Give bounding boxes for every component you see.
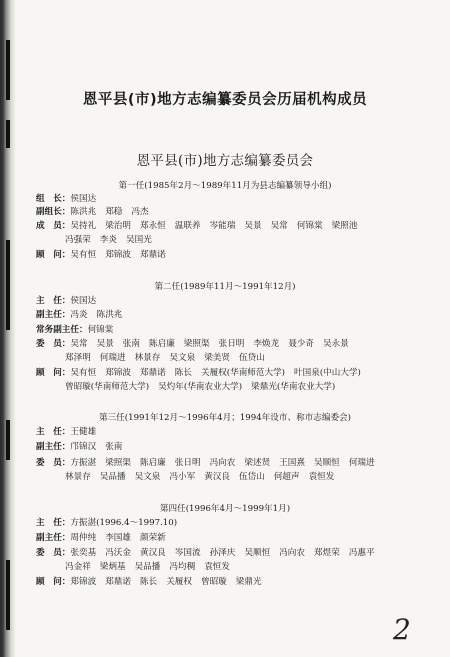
- member-names: [70, 547, 383, 559]
- member-row: [36, 234, 436, 246]
- member-name: 伍贷山: [238, 353, 265, 363]
- role-label: 组 长：: [36, 194, 71, 204]
- member-names: [65, 471, 343, 483]
- member-row: [36, 309, 436, 321]
- member-names: [70, 309, 131, 321]
- member-name: 郑锦波: [105, 368, 131, 378]
- member-names: [70, 220, 366, 232]
- member-name: 郑稳: [105, 207, 123, 217]
- member-name: 冯沃金: [105, 548, 131, 558]
- member-name: 梁美贤: [204, 353, 230, 363]
- member-name: 张日明: [174, 458, 201, 468]
- member-names: [65, 381, 344, 393]
- member-names: [70, 517, 186, 529]
- member-row: [36, 367, 436, 379]
- member-name: 曾昭璇: [200, 577, 227, 587]
- term-heading: 第二任(1989年11月～1991年12月): [154, 282, 296, 292]
- member-names: [65, 561, 239, 573]
- member-name: 岑能瑞: [209, 221, 236, 231]
- member-name: 梁炳基: [99, 562, 126, 572]
- role-label: 顾 问：: [36, 368, 71, 378]
- member-name: 郑锦波: [105, 250, 131, 260]
- role-label: 主 任：: [36, 296, 71, 306]
- role-label: 委 员：: [36, 458, 71, 468]
- term-heading: 第一任(1985年2月～1989年11月为县志编纂领导小组): [118, 181, 332, 191]
- member-name: 伍岱山: [238, 472, 265, 482]
- member-name: 袁恒发: [308, 472, 335, 482]
- member-name: 梁照池: [331, 221, 358, 231]
- member-name: 侯国达: [70, 296, 97, 306]
- member-row: [36, 441, 436, 453]
- member-name: 曾昭璇(华南师范大学): [65, 382, 150, 392]
- role-label: 成 员：: [36, 221, 71, 231]
- member-name: 陈洪兆: [70, 207, 97, 217]
- member-names: [65, 234, 161, 246]
- member-name: 吴文泉: [169, 353, 196, 363]
- member-name: 张奕基: [70, 548, 97, 558]
- member-name: 吴有恒: [70, 250, 97, 260]
- member-row: [36, 561, 436, 573]
- scan-mark: [6, 420, 10, 460]
- member-row: [36, 576, 436, 588]
- member-name: 冯小军: [169, 472, 196, 482]
- member-row: [36, 547, 436, 559]
- member-name: 林景存: [134, 353, 161, 363]
- term-heading: 第四任(1996年4月～1999年1月): [159, 504, 291, 514]
- member-name: 李焕龙: [253, 339, 280, 349]
- member-row: [36, 295, 436, 307]
- member-name: 陈启廉: [149, 339, 175, 349]
- member-name: 吴常: [70, 339, 88, 349]
- member-name: 吴永景: [322, 339, 349, 349]
- member-name: 何瑞进: [348, 458, 375, 468]
- member-row: [36, 426, 436, 438]
- member-name: 吴景: [244, 221, 262, 231]
- role-label: 副主任：: [36, 442, 71, 452]
- member-name: 吴景: [96, 339, 114, 349]
- scan-mark: [6, 120, 10, 148]
- scan-mark: [6, 560, 10, 630]
- committee-subtitle: 恩平县(市)地方志编纂委员会: [136, 153, 314, 169]
- member-name: 方振湛(1996.4～1997.10): [70, 518, 178, 528]
- member-name: 何锦棠: [296, 221, 323, 231]
- role-label: 主 任：: [36, 427, 71, 437]
- member-name: 冯金祥: [65, 562, 91, 572]
- member-name: 邝锦汉: [70, 442, 97, 452]
- member-name: 梁鼎光(华南农业大学): [251, 382, 336, 392]
- member-name: 黄汉良: [204, 472, 230, 482]
- member-names: [88, 324, 123, 336]
- member-name: 郑鼎诺: [139, 368, 166, 378]
- member-name: 吴有恒: [70, 368, 97, 378]
- member-row: [36, 457, 436, 469]
- member-name: 郑煜荣: [313, 548, 340, 558]
- member-name: 岑国流: [174, 548, 201, 558]
- member-name: 颜荣新: [139, 533, 166, 543]
- member-name: 吴国光: [126, 235, 152, 245]
- member-name: 陈洪兆: [96, 310, 123, 320]
- member-name: 吴品播: [99, 472, 126, 482]
- member-name: 袁恒发: [204, 562, 230, 572]
- member-name: 吴顺恒: [244, 548, 271, 558]
- member-names: [70, 249, 174, 261]
- member-name: 陈启廉: [139, 458, 166, 468]
- role-label: 副主任：: [36, 310, 71, 320]
- member-names: [70, 295, 105, 307]
- member-row: [36, 249, 436, 261]
- member-name: 周仲纯: [70, 533, 97, 543]
- member-name: 叶国泉(中山大学): [294, 368, 361, 378]
- member-row: [36, 206, 436, 218]
- member-row: [36, 381, 436, 393]
- member-names: [70, 441, 131, 453]
- member-name: 冯向农: [209, 458, 236, 468]
- role-label: [36, 352, 65, 364]
- member-name: 张南: [105, 442, 123, 452]
- member-name: 冯惠平: [348, 548, 375, 558]
- member-name: 冯炎: [70, 310, 88, 320]
- member-name: 吴持礼: [70, 221, 97, 231]
- role-label: 顾 问：: [36, 250, 71, 260]
- member-name: 王健雄: [70, 427, 97, 437]
- member-name: 李国雄: [105, 533, 131, 543]
- member-name: 关履权(华南师范大学): [200, 368, 286, 378]
- member-name: 梁治明: [105, 221, 131, 231]
- member-name: 吴常: [270, 221, 288, 231]
- member-name: 聂少奇: [288, 339, 314, 349]
- member-name: 张日明: [218, 339, 245, 349]
- member-name: 张南: [122, 339, 140, 349]
- member-name: 郑鼎诺: [105, 577, 131, 587]
- role-label: 主 任：: [36, 518, 71, 528]
- member-name: 何瑞进: [99, 353, 126, 363]
- member-name: 关履权: [166, 577, 192, 587]
- member-names: [70, 532, 174, 544]
- role-label: 委 员：: [36, 339, 71, 349]
- role-label: 副组长：: [36, 207, 71, 217]
- member-name: 冯杰: [131, 207, 149, 217]
- member-name: 何超声: [273, 472, 300, 482]
- member-names: [70, 576, 270, 588]
- member-row: [36, 324, 436, 336]
- member-row: [36, 352, 436, 364]
- member-names: [70, 457, 383, 469]
- member-row: [36, 517, 436, 529]
- member-name: 孙泽庆: [209, 548, 236, 558]
- member-name: 梁照渠: [105, 458, 131, 468]
- member-name: 黄汉良: [139, 548, 166, 558]
- member-name: 陈长: [174, 368, 192, 378]
- role-label: [36, 471, 65, 483]
- role-label: 委 员：: [36, 548, 71, 558]
- member-names: [70, 206, 157, 218]
- member-names: [65, 352, 274, 364]
- member-name: 冯强荣: [65, 235, 91, 245]
- member-name: 侯国达: [70, 194, 97, 204]
- member-name: 吴品播: [134, 562, 161, 572]
- member-name: 郑鼎诺: [139, 250, 166, 260]
- term-heading: 第三任(1991年12月～1996年4月；1994年设市、称市志编委会): [98, 413, 351, 423]
- member-name: 吴顺恒: [313, 458, 340, 468]
- member-name: 冯向农: [279, 548, 305, 558]
- member-name: 梁鼎光: [235, 577, 262, 587]
- member-name: 冯均稠: [169, 562, 196, 572]
- member-name: 梁述贤: [244, 458, 271, 468]
- role-label: [36, 234, 65, 246]
- member-name: 温联养: [174, 221, 201, 231]
- member-name: 何锦棠: [87, 325, 114, 335]
- member-name: 吴灼年(华南农业大学): [158, 382, 243, 392]
- member-name: 陈长: [139, 577, 158, 587]
- member-name: 方振湛: [70, 458, 97, 468]
- member-name: 李炎: [99, 235, 117, 245]
- member-row: [36, 193, 436, 205]
- member-row: [36, 338, 436, 350]
- member-names: [70, 426, 105, 438]
- role-label: [36, 561, 65, 573]
- member-name: 梁照渠: [183, 339, 210, 349]
- member-names: [70, 338, 357, 350]
- member-row: [36, 220, 436, 232]
- page-title: 恩平县(市)地方志编纂委员会历届机构成员: [82, 92, 368, 108]
- member-name: 林景存: [65, 472, 91, 482]
- role-label: 顾 问：: [36, 577, 71, 587]
- member-row: [36, 471, 436, 483]
- member-names: [70, 193, 105, 205]
- member-name: 吴文泉: [134, 472, 161, 482]
- role-label: 副主任：: [36, 533, 71, 543]
- member-names: [70, 367, 370, 379]
- role-label: 常务副主任：: [36, 325, 88, 335]
- role-label: [36, 381, 65, 393]
- member-name: 郑锦波: [70, 577, 97, 587]
- member-name: 王国熹: [279, 458, 305, 468]
- page-number: 2: [393, 613, 411, 646]
- member-name: 郑泽明: [65, 353, 91, 363]
- member-name: 郑永恒: [139, 221, 166, 231]
- member-row: [36, 532, 436, 544]
